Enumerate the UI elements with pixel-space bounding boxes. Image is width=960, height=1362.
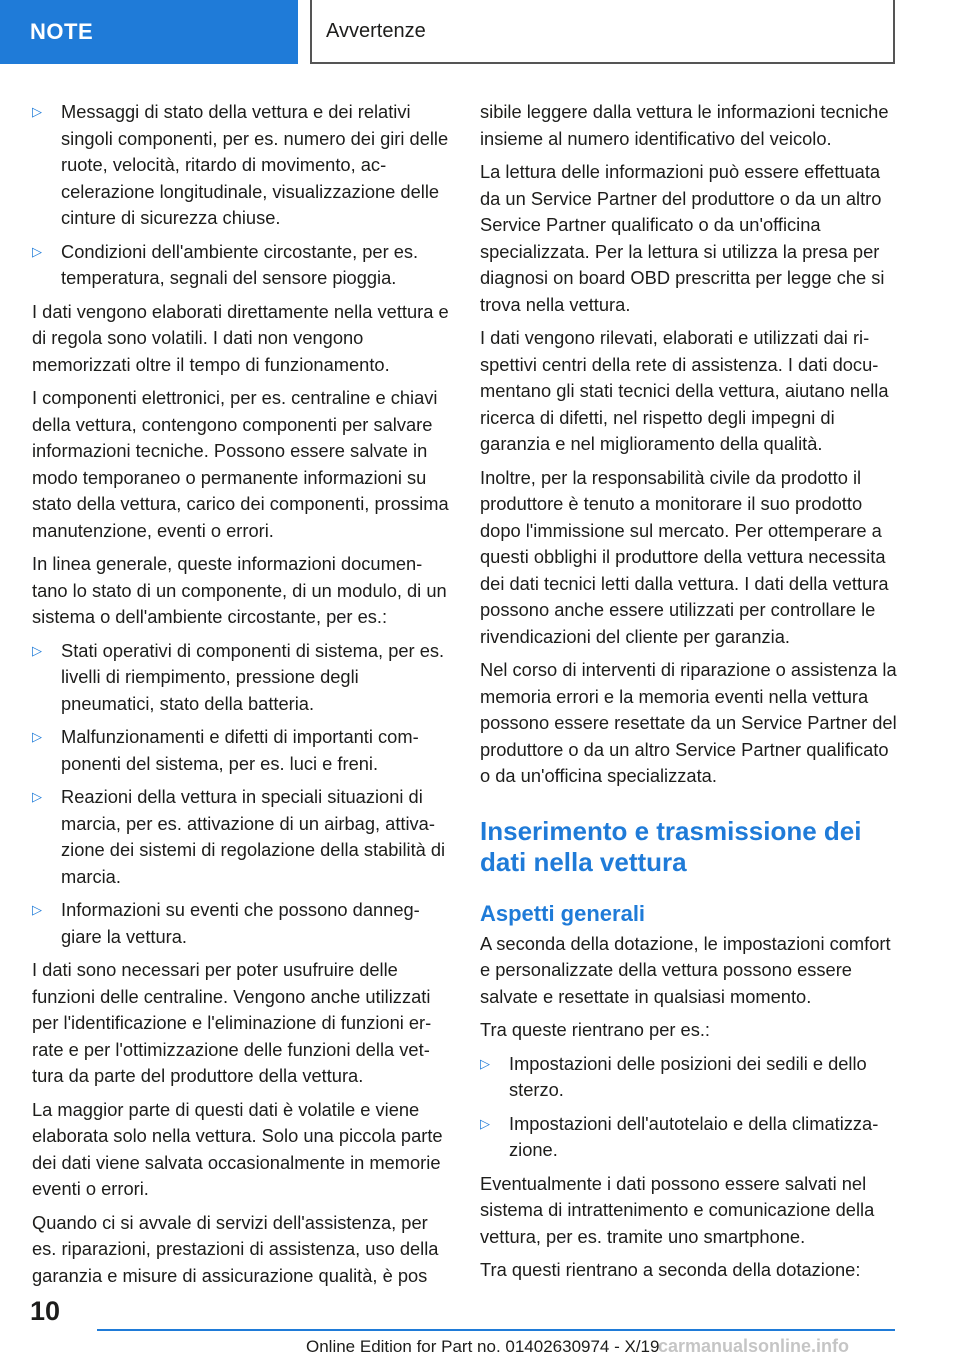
paragraph: In linea generale, queste informazioni documentano lo stato di un componente, di un modulo, di un sistema o dell'ambiente circostante, per es.: xyxy=(32,553,447,627)
bullet-marker-icon: ▷ xyxy=(480,1115,490,1131)
paragraph: A seconda della dotazione, le impostazioni comfort e personalizzate della vettura possono essere salvate e resettate in qualsiasi momento. xyxy=(480,932,891,1007)
bullet-item xyxy=(32,784,450,890)
bullet-text: Impostazioni delle posizioni dei sedili e dello sterzo. xyxy=(509,1052,867,1100)
subsection-heading: Aspetti generali xyxy=(480,900,646,926)
bullet-marker-icon: ▷ xyxy=(32,642,42,658)
paragraph: Nel corso di interventi di riparazione o assistenza la memoria errori e la memoria eventi nella vettura possono essere resettate da un Service Partner del produttore o da un altro Service Partner qualificato o da un'officina specializzata. xyxy=(480,659,897,786)
bullet-text: Messaggi di stato della vettura e dei relativi singoli componenti, per es. numero dei giri delle ruote, velocità, ritardo di movimento, accelerazione longitudinale, visualizzazione delle cinture di sicurezza chiuse. xyxy=(61,101,449,228)
bullet-item xyxy=(32,239,450,292)
bullet-item xyxy=(32,638,450,718)
bullet-text: Stati operativi di componenti di sistema, per es. livelli di riempimento, pressione degli pneumatici, stato della batteria. xyxy=(61,639,445,714)
paragraph: I componenti elettronici, per es. centraline e chiavi della vettura, contengono componenti per salvare informazioni tecniche. Possono essere salvate in modo temporaneo o permanente informazioni su stato della vettura, carico dei componenti, prossima manutenzione, eventi o errori. xyxy=(32,387,449,541)
watermark: carmanualsonline.info xyxy=(658,1336,850,1356)
bullet-text: Reazioni della vettura in speciali situazioni di marcia, per es. attivazione di un airbag, attivazione dei sistemi di regolazione della stabilità di marcia. xyxy=(61,786,446,887)
note-tab-label: NOTE xyxy=(30,19,94,44)
paragraph: La lettura delle informazioni può essere effettuata da un Service Partner del produttore o da un altro Service Partner qualificato o da un'officina specializzata. Per la lettura si utilizza la presa per diagnosi on board OBD prescritta per legge che si trova nella vettura. xyxy=(480,161,885,315)
bullet-marker-icon: ▷ xyxy=(32,902,42,917)
paragraph: Tra questi rientrano a seconda della dotazione: xyxy=(480,1259,861,1280)
bullet-text: Informazioni su eventi che possono danneggiare la vettura. xyxy=(61,899,420,947)
bullet-item xyxy=(480,1051,898,1104)
section-heading: Inserimento e trasmissione dei dati nella vettura xyxy=(480,815,862,877)
bullet-text: Impostazioni dell'autotelaio e della climatizzazione. xyxy=(509,1112,879,1160)
bullet-item xyxy=(32,724,450,777)
paragraph: I dati vengono rilevati, elaborati e utilizzati dai rispettivi centri della rete di assistenza. I dati documentano gli stati tecnici della vettura, aiutano nella ricerca di difetti, nel rispetto degli impegni di garanzia e nel miglioramento della qualità. xyxy=(480,327,889,454)
footer-edition-text: Online Edition for Part no. 01402630974 - X/19 xyxy=(306,1337,660,1356)
bullet-text: Condizioni dell'ambiente circostante, per es. temperatura, segnali del sensore pioggia. xyxy=(61,240,419,288)
paragraph: Eventualmente i dati possono essere salvati nel sistema di intrattenimento e comunicazione della vettura, per es. tramite uno smartphone. xyxy=(480,1172,875,1247)
footer-divider xyxy=(97,1329,895,1331)
bullet-item xyxy=(32,897,450,950)
bullet-marker-icon: ▷ xyxy=(32,789,42,804)
bullet-marker-icon: ▷ xyxy=(32,729,42,744)
paragraph: Quando ci si avvale di servizi dell'assistenza, per es. riparazioni, prestazioni di assistenza, uso della garanzia e misure di assicurazione qualità, è pos xyxy=(32,1211,439,1286)
section-title: Avvertenze xyxy=(326,19,426,42)
bullet-item xyxy=(480,1111,898,1164)
paragraph: I dati vengono elaborati direttamente nella vettura e di regola sono volatili. I dati non vengono memorizzati oltre il tempo di funzionamento. xyxy=(32,300,449,375)
paragraph: Tra queste rientrano per es.: xyxy=(480,1019,710,1040)
page-number: 10 xyxy=(30,1296,61,1326)
note-tab xyxy=(0,0,298,64)
paragraph: Inoltre, per la responsabilità civile da prodotto il produttore è tenuto a monitorare il suo prodotto dopo l'immissione sul mercato. Per ottemperare a questi obblighi il produttore della vettura necessita dei dati tecnici letti dalla vettura. I dati della vettura possono anche essere utilizzati per controllare le rivendicazioni del cliente per garanzia. xyxy=(480,466,889,647)
paragraph: I dati sono necessari per poter usufruire delle funzioni delle centraline. Vengono anche utilizzati per l'identificazione e l'eliminazione di funzioni errate e per l'ottimizzazione delle funzioni della vettura da parte del produttore della vettura. xyxy=(32,959,432,1086)
bullet-text: Malfunzionamenti e difetti di importanti componenti del sistema, per es. luci e freni. xyxy=(61,726,419,774)
paragraph: sibile leggere dalla vettura le informazioni tecniche insieme al numero identificativo del veicolo. xyxy=(480,101,889,149)
section-header xyxy=(310,0,895,64)
bullet-item xyxy=(32,99,450,232)
bullet-marker-icon: ▷ xyxy=(32,243,42,259)
paragraph: La maggior parte di questi dati è volatile e viene elaborata solo nella vettura. Solo una piccola parte dei dati viene salvata occasionalmente in memorie eventi o errori. xyxy=(32,1098,443,1199)
left-column xyxy=(32,99,450,1296)
bullet-marker-icon: ▷ xyxy=(480,1055,490,1071)
right-column xyxy=(480,99,898,1291)
bullet-marker-icon: ▷ xyxy=(32,104,42,119)
